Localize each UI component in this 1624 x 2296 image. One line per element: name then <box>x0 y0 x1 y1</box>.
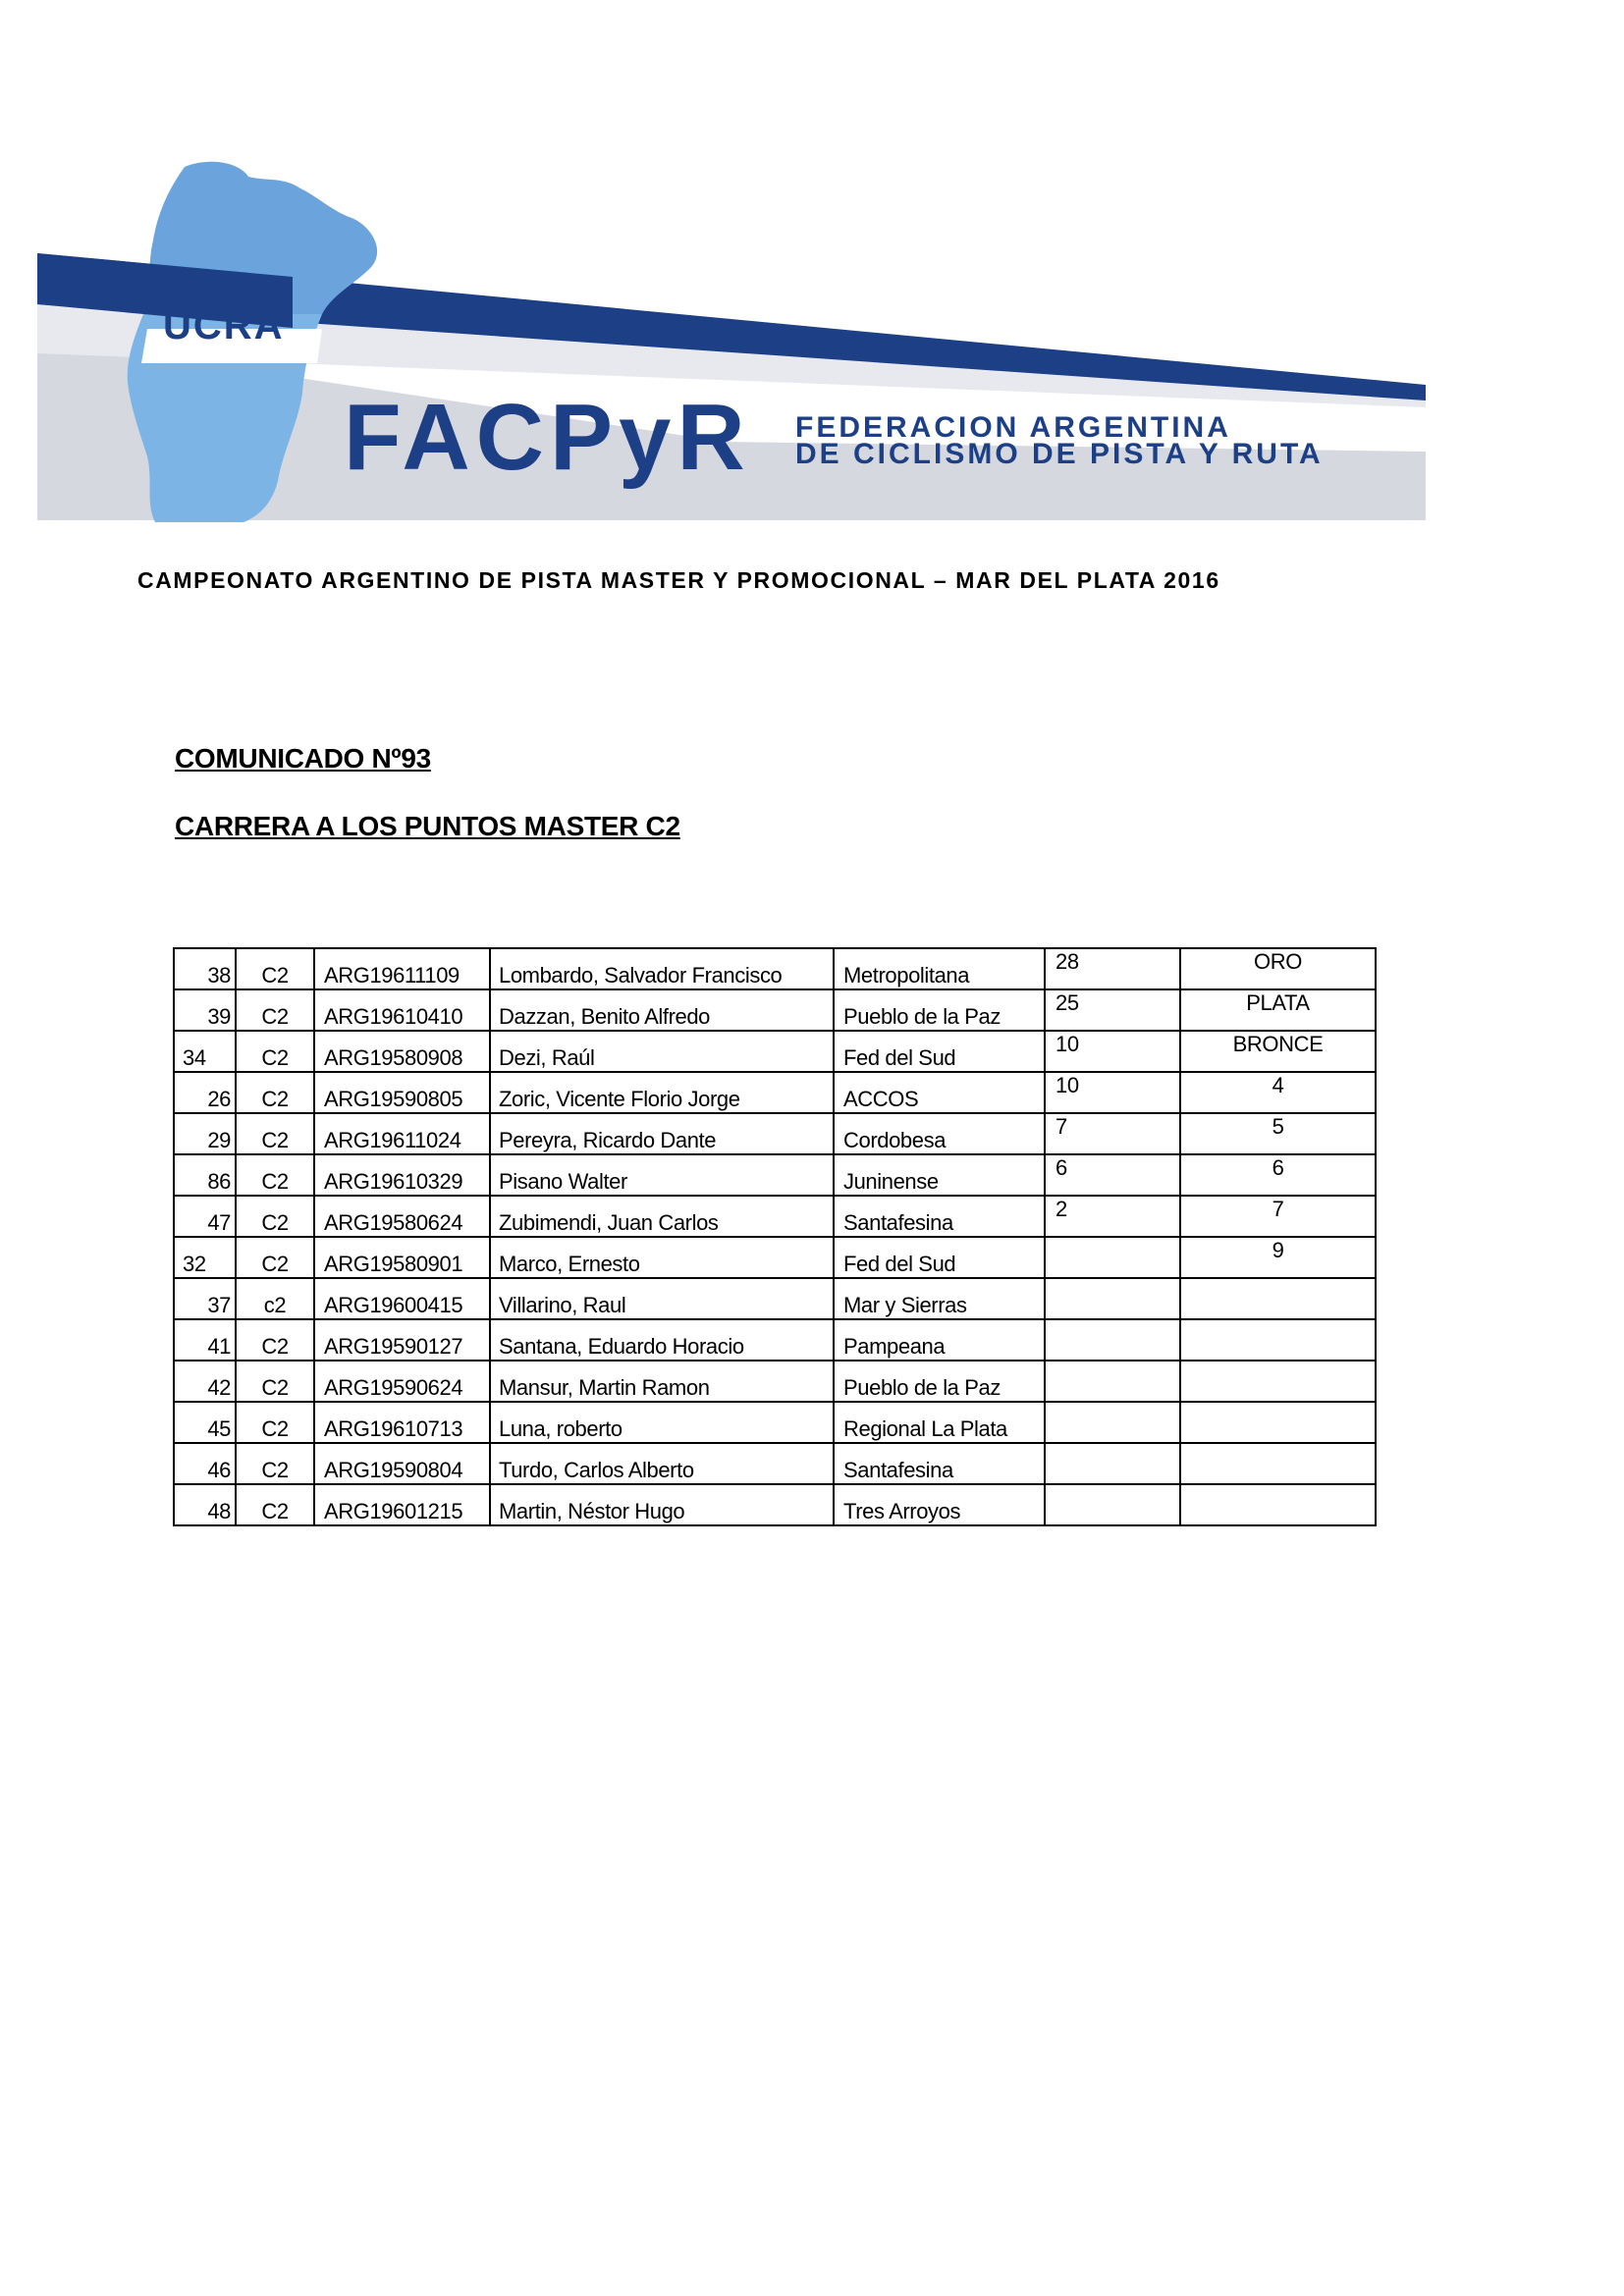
category-cell <box>236 1484 314 1525</box>
license-cell <box>314 1113 490 1154</box>
category-cell <box>236 1154 314 1196</box>
rider-name-cell-text: Dazzan, Benito Alfredo <box>499 1004 711 1029</box>
license-cell-text: ARG19580624 <box>324 1210 463 1235</box>
license-cell <box>314 1196 490 1237</box>
placing-cell <box>1180 1237 1376 1278</box>
dorsal-cell <box>174 1237 236 1278</box>
dorsal-cell-text: 29 <box>207 1128 231 1152</box>
dorsal-cell <box>174 1402 236 1443</box>
license-cell <box>314 1072 490 1113</box>
rider-name-cell-text: Pisano Walter <box>499 1169 627 1194</box>
category-cell-text: C2 <box>261 1499 289 1523</box>
table-row <box>174 1154 1376 1196</box>
dorsal-cell-text: 32 <box>183 1252 206 1276</box>
category-cell-text: C2 <box>261 1334 289 1359</box>
rider-name-cell-text: Santana, Eduardo Horacio <box>499 1334 744 1359</box>
points-cell-text: 28 <box>1056 949 1079 974</box>
license-cell <box>314 989 490 1031</box>
license-cell <box>314 1031 490 1072</box>
association-cell <box>834 1402 1045 1443</box>
association-cell <box>834 1237 1045 1278</box>
license-cell <box>314 1484 490 1525</box>
placing-cell <box>1180 1196 1376 1237</box>
association-cell-text: Tres Arroyos <box>843 1499 961 1523</box>
facpyr-logo-text: FACPyR <box>344 385 751 490</box>
dorsal-cell <box>174 1154 236 1196</box>
placing-cell-text: 4 <box>1272 1073 1284 1097</box>
table-row <box>174 1402 1376 1443</box>
license-cell-text: ARG19611024 <box>324 1128 461 1152</box>
dorsal-cell <box>174 1031 236 1072</box>
points-cell-text: 10 <box>1056 1073 1079 1097</box>
association-cell-text: Metropolitana <box>843 963 970 988</box>
association-cell-text: Cordobesa <box>843 1128 947 1152</box>
points-cell <box>1045 1031 1180 1072</box>
license-cell-text: ARG19580908 <box>324 1045 463 1070</box>
association-cell <box>834 1443 1045 1484</box>
license-cell <box>314 1443 490 1484</box>
rider-name-cell <box>490 1072 834 1113</box>
table-row <box>174 1196 1376 1237</box>
ucra-logo-text: UCRA <box>163 304 285 347</box>
federation-name-line1: FEDERACION ARGENTINA <box>795 411 1231 444</box>
table-row <box>174 1319 1376 1361</box>
federation-name <box>795 411 1324 470</box>
license-cell <box>314 1237 490 1278</box>
association-cell <box>834 1113 1045 1154</box>
table-row <box>174 1361 1376 1402</box>
rider-name-cell <box>490 1278 834 1319</box>
association-cell-text: Juninense <box>843 1169 939 1194</box>
license-cell-text: ARG19610713 <box>324 1416 463 1441</box>
association-cell-text: Santafesina <box>843 1458 953 1482</box>
points-cell <box>1045 1443 1180 1484</box>
table-row <box>174 1278 1376 1319</box>
license-cell <box>314 1278 490 1319</box>
dorsal-cell <box>174 1484 236 1525</box>
points-cell <box>1045 1072 1180 1113</box>
points-cell <box>1045 1196 1180 1237</box>
association-cell-text: Santafesina <box>843 1210 953 1235</box>
rider-name-cell <box>490 1237 834 1278</box>
dorsal-cell-text: 86 <box>207 1169 231 1194</box>
placing-cell-text: 6 <box>1272 1155 1284 1180</box>
association-cell-text: Fed del Sud <box>843 1252 956 1276</box>
points-cell <box>1045 948 1180 989</box>
rider-name-cell <box>490 1113 834 1154</box>
category-cell <box>236 1196 314 1237</box>
category-cell <box>236 1402 314 1443</box>
rider-name-cell <box>490 1031 834 1072</box>
license-cell-text: ARG19610410 <box>324 1004 463 1029</box>
association-cell <box>834 1361 1045 1402</box>
placing-cell <box>1180 1484 1376 1525</box>
license-cell-text: ARG19590624 <box>324 1375 463 1400</box>
category-cell-text: C2 <box>261 1458 289 1482</box>
points-cell <box>1045 1402 1180 1443</box>
category-cell-text: C2 <box>261 1045 289 1070</box>
category-cell <box>236 948 314 989</box>
dorsal-cell-text: 48 <box>207 1499 231 1523</box>
dorsal-cell-text: 47 <box>207 1210 231 1235</box>
license-cell <box>314 1319 490 1361</box>
category-cell <box>236 1237 314 1278</box>
association-cell-text: Pampeana <box>843 1334 946 1359</box>
placing-cell-text: 5 <box>1272 1114 1284 1139</box>
association-cell <box>834 1072 1045 1113</box>
association-cell <box>834 948 1045 989</box>
category-cell-text: C2 <box>261 1375 289 1400</box>
license-cell-text: ARG19590805 <box>324 1087 463 1111</box>
dorsal-cell-text: 46 <box>207 1458 231 1482</box>
dorsal-cell <box>174 1278 236 1319</box>
category-cell-text: C2 <box>261 1128 289 1152</box>
association-cell-text: Pueblo de la Paz <box>843 1375 1001 1400</box>
table-row <box>174 1443 1376 1484</box>
results-body <box>174 948 1376 1525</box>
category-cell-text: c2 <box>263 1293 287 1317</box>
dorsal-cell <box>174 1072 236 1113</box>
association-cell-text: ACCOS <box>843 1087 919 1111</box>
rider-name-cell-text: Zubimendi, Juan Carlos <box>499 1210 719 1235</box>
points-cell-text: 10 <box>1056 1032 1079 1056</box>
dorsal-cell <box>174 1196 236 1237</box>
rider-name-cell <box>490 1319 834 1361</box>
rider-name-cell <box>490 1361 834 1402</box>
dorsal-cell-text: 45 <box>207 1416 231 1441</box>
association-cell <box>834 1484 1045 1525</box>
category-cell <box>236 1113 314 1154</box>
dorsal-cell-text: 39 <box>207 1004 231 1029</box>
category-cell-text: C2 <box>261 1416 289 1441</box>
license-cell-text: ARG19611109 <box>324 963 460 988</box>
dorsal-cell <box>174 1319 236 1361</box>
points-cell <box>1045 989 1180 1031</box>
points-cell <box>1045 1278 1180 1319</box>
rider-name-cell <box>490 1402 834 1443</box>
association-cell-text: Fed del Sud <box>843 1045 956 1070</box>
placing-cell <box>1180 948 1376 989</box>
rider-name-cell-text: Villarino, Raul <box>499 1293 626 1317</box>
license-cell <box>314 1154 490 1196</box>
license-cell-text: ARG19590127 <box>324 1334 463 1359</box>
rider-name-cell-text: Martin, Néstor Hugo <box>499 1499 685 1523</box>
dorsal-cell <box>174 1113 236 1154</box>
category-cell-text: C2 <box>261 1210 289 1235</box>
association-cell <box>834 1278 1045 1319</box>
placing-cell <box>1180 1113 1376 1154</box>
points-cell-text: 7 <box>1056 1114 1067 1139</box>
association-cell <box>834 1031 1045 1072</box>
dorsal-cell-text: 26 <box>207 1087 231 1111</box>
placing-cell-text: 7 <box>1272 1197 1284 1221</box>
points-cell <box>1045 1237 1180 1278</box>
placing-cell <box>1180 1031 1376 1072</box>
rider-name-cell-text: Zoric, Vicente Florio Jorge <box>499 1087 740 1111</box>
federation-name-line2: DE CICLISMO DE PISTA Y RUTA <box>795 438 1324 470</box>
table-row <box>174 1237 1376 1278</box>
category-cell <box>236 1072 314 1113</box>
association-cell <box>834 1196 1045 1237</box>
placing-cell <box>1180 1319 1376 1361</box>
placing-cell-text: BRONCE <box>1232 1032 1324 1056</box>
license-cell-text: ARG19590804 <box>324 1458 463 1482</box>
category-cell-text: C2 <box>261 963 289 988</box>
placing-cell-text: PLATA <box>1246 990 1310 1015</box>
dorsal-cell-text: 38 <box>207 963 231 988</box>
placing-cell <box>1180 1443 1376 1484</box>
category-cell <box>236 1443 314 1484</box>
dorsal-cell <box>174 989 236 1031</box>
association-cell-text: Regional La Plata <box>843 1416 1007 1441</box>
event-title: CAMPEONATO ARGENTINO DE PISTA MASTER Y PROMOCIONAL – MAR DEL PLATA 2016 <box>137 567 1220 593</box>
category-cell <box>236 1319 314 1361</box>
points-cell <box>1045 1361 1180 1402</box>
rider-name-cell <box>490 1443 834 1484</box>
table-row <box>174 1113 1376 1154</box>
rider-name-cell <box>490 1154 834 1196</box>
table-row <box>174 1072 1376 1113</box>
category-cell <box>236 1361 314 1402</box>
rider-name-cell <box>490 1484 834 1525</box>
association-cell <box>834 1154 1045 1196</box>
placing-cell <box>1180 1278 1376 1319</box>
dorsal-cell-text: 42 <box>207 1375 231 1400</box>
points-cell <box>1045 1319 1180 1361</box>
points-cell <box>1045 1484 1180 1525</box>
placing-cell <box>1180 1361 1376 1402</box>
category-cell-text: C2 <box>261 1252 289 1276</box>
dorsal-cell-text: 41 <box>207 1334 231 1359</box>
rider-name-cell-text: Marco, Ernesto <box>499 1252 640 1276</box>
letterhead <box>37 157 1426 525</box>
rider-name-cell <box>490 989 834 1031</box>
rider-name-cell-text: Dezi, Raúl <box>499 1045 595 1070</box>
points-cell-text: 2 <box>1056 1197 1067 1221</box>
placing-cell-text: ORO <box>1254 949 1302 974</box>
category-cell <box>236 1278 314 1319</box>
rider-name-cell <box>490 948 834 989</box>
table-row <box>174 989 1376 1031</box>
rider-name-cell-text: Mansur, Martin Ramon <box>499 1375 710 1400</box>
results-table <box>173 947 1377 1526</box>
license-cell-text: ARG19610329 <box>324 1169 463 1194</box>
communique-number: COMUNICADO Nº93 <box>175 743 431 774</box>
dorsal-cell <box>174 1361 236 1402</box>
license-cell-text: ARG19601215 <box>324 1499 463 1523</box>
points-cell-text: 25 <box>1056 990 1079 1015</box>
license-cell <box>314 948 490 989</box>
license-cell-text: ARG19580901 <box>324 1252 463 1276</box>
category-cell-text: C2 <box>261 1087 289 1111</box>
association-cell <box>834 1319 1045 1361</box>
race-title: CARRERA A LOS PUNTOS MASTER C2 <box>175 811 680 841</box>
rider-name-cell-text: Luna, roberto <box>499 1416 623 1441</box>
rider-name-cell-text: Lombardo, Salvador Francisco <box>499 963 783 988</box>
rider-name-cell-text: Pereyra, Ricardo Dante <box>499 1128 717 1152</box>
points-cell-text: 6 <box>1056 1155 1067 1180</box>
license-cell <box>314 1361 490 1402</box>
category-cell-text: C2 <box>261 1004 289 1029</box>
license-cell-text: ARG19600415 <box>324 1293 463 1317</box>
dorsal-cell-text: 37 <box>207 1293 231 1317</box>
points-cell <box>1045 1154 1180 1196</box>
association-cell <box>834 989 1045 1031</box>
placing-cell <box>1180 989 1376 1031</box>
license-cell <box>314 1402 490 1443</box>
points-cell <box>1045 1113 1180 1154</box>
dorsal-cell <box>174 1443 236 1484</box>
association-cell-text: Mar y Sierras <box>843 1293 967 1317</box>
rider-name-cell <box>490 1196 834 1237</box>
dorsal-cell-text: 34 <box>183 1045 206 1070</box>
category-cell <box>236 989 314 1031</box>
category-cell-text: C2 <box>261 1169 289 1194</box>
placing-cell-text: 9 <box>1272 1238 1284 1262</box>
association-cell-text: Pueblo de la Paz <box>843 1004 1001 1029</box>
table-row <box>174 1484 1376 1525</box>
rider-name-cell-text: Turdo, Carlos Alberto <box>499 1458 694 1482</box>
placing-cell <box>1180 1154 1376 1196</box>
placing-cell <box>1180 1402 1376 1443</box>
category-cell <box>236 1031 314 1072</box>
placing-cell <box>1180 1072 1376 1113</box>
table-row <box>174 948 1376 989</box>
dorsal-cell <box>174 948 236 989</box>
table-row <box>174 1031 1376 1072</box>
